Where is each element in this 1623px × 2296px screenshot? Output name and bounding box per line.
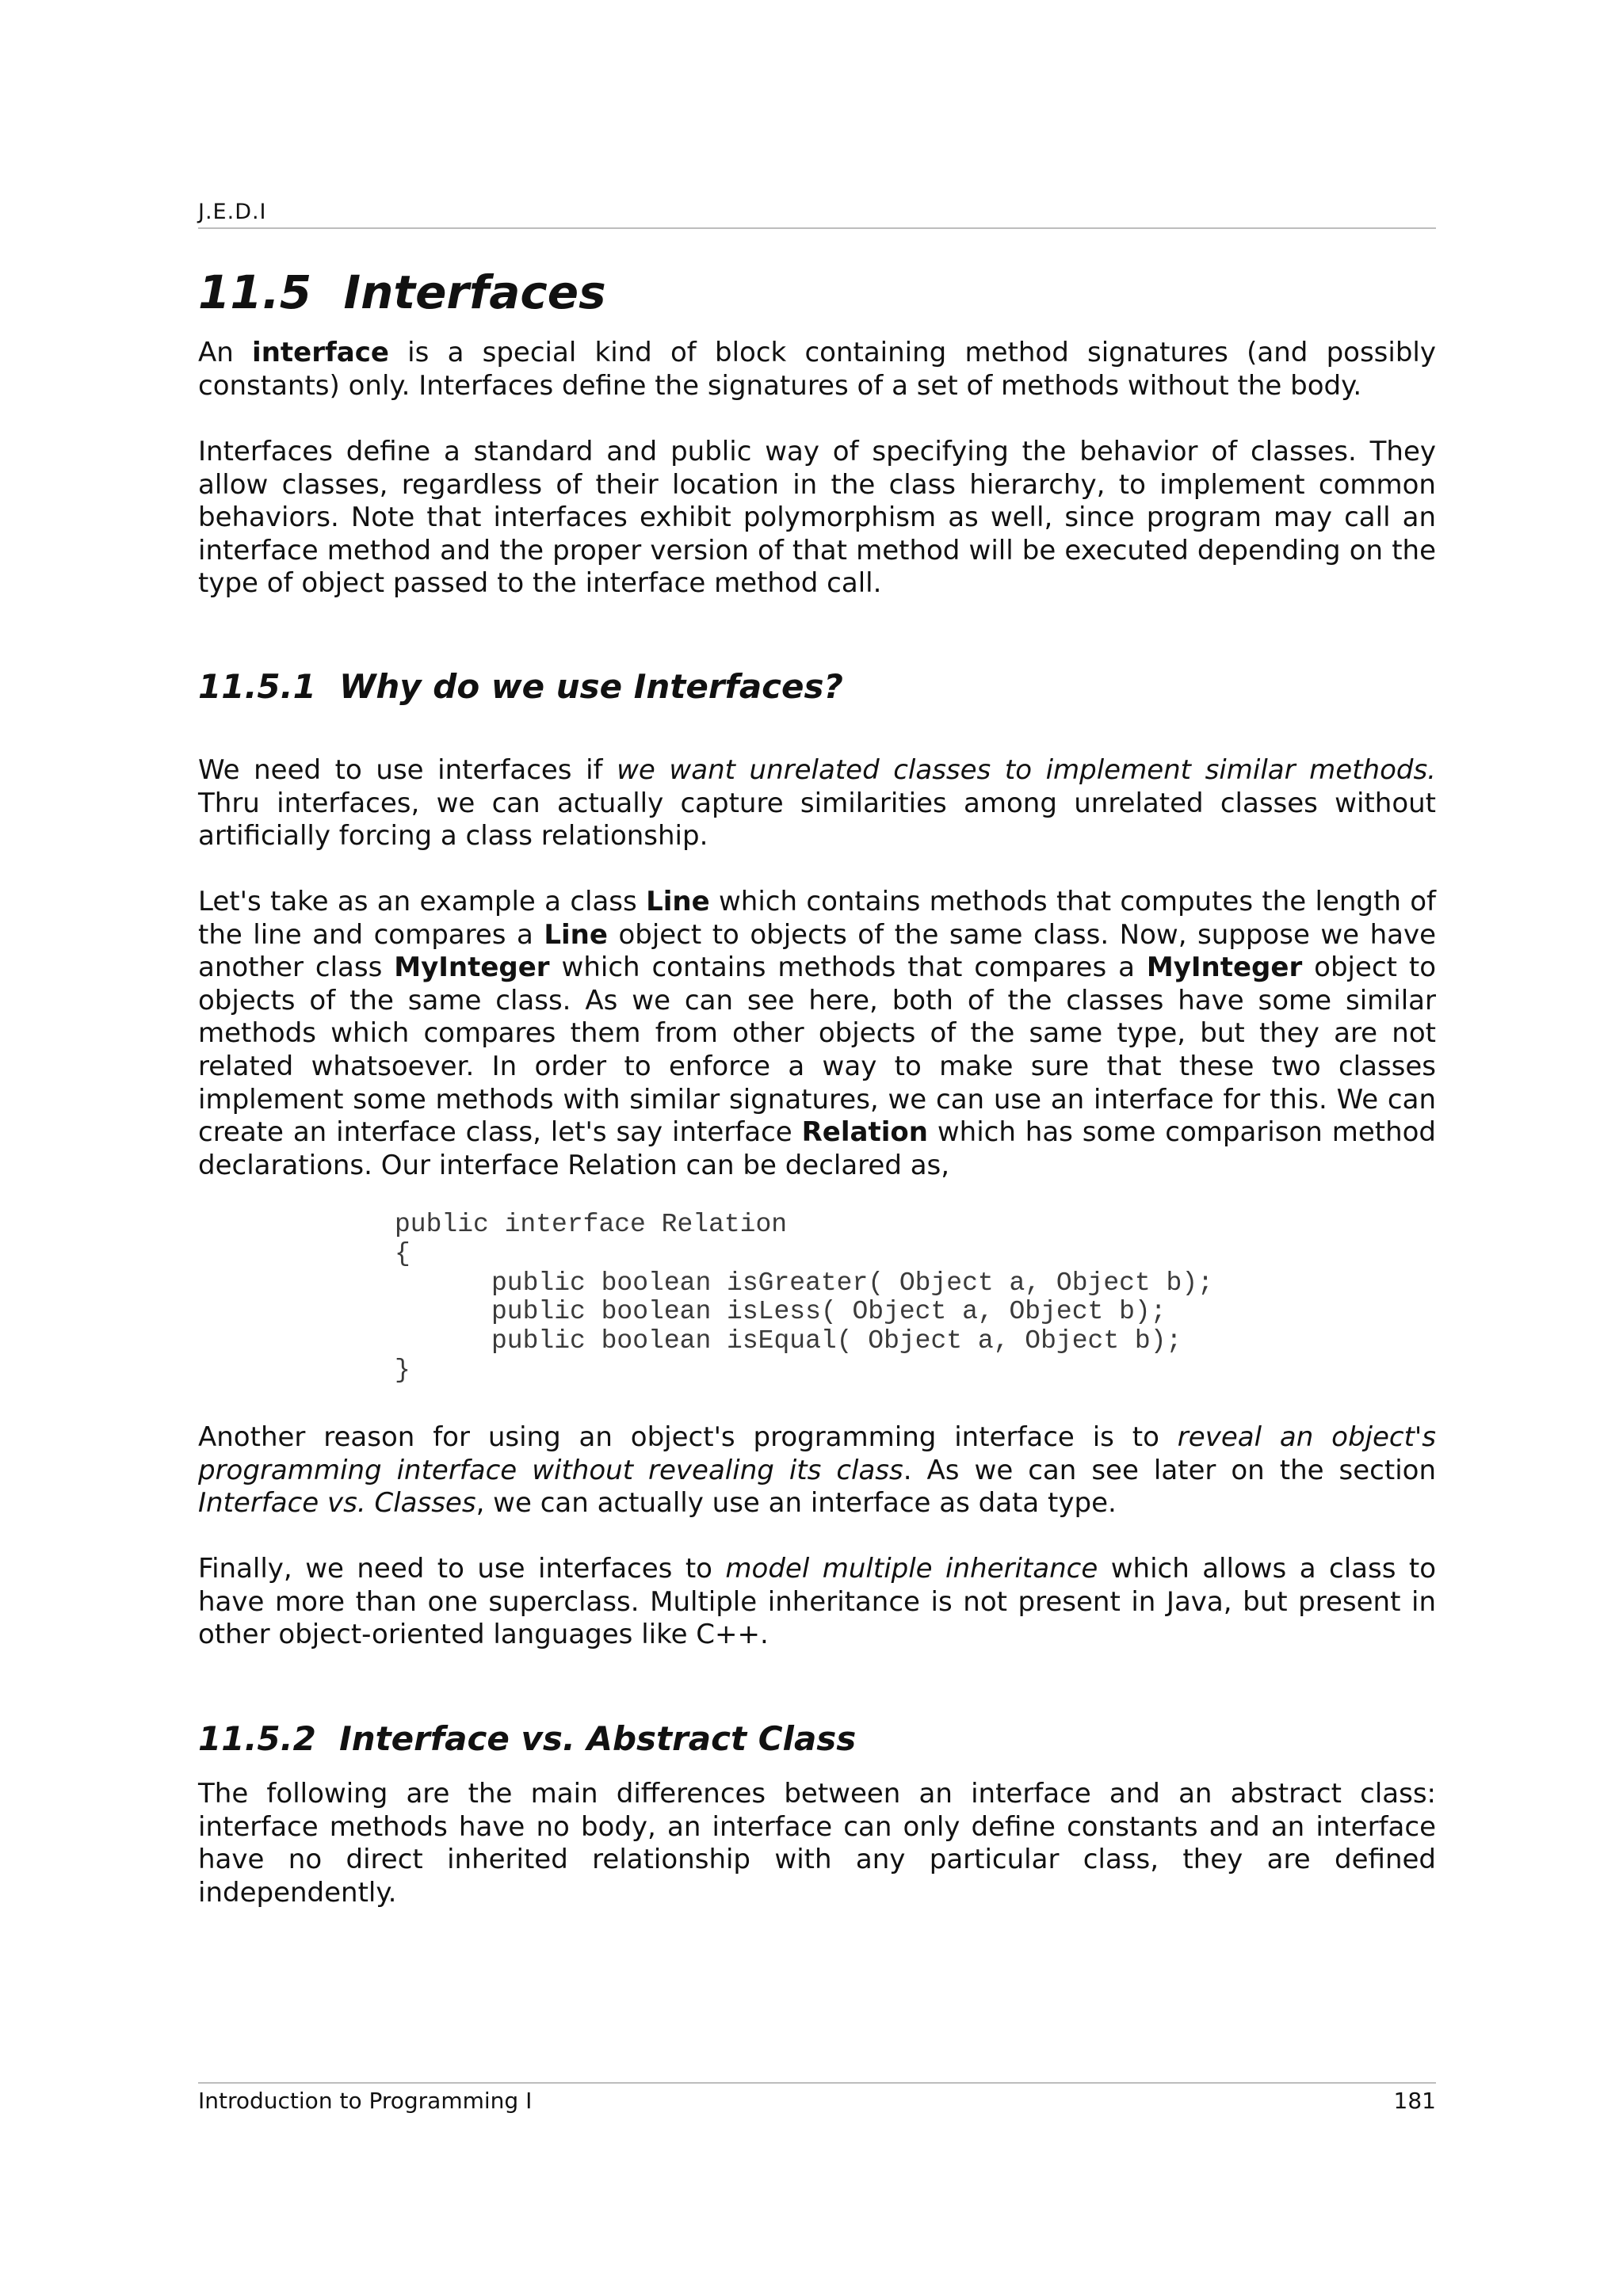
- class-name-line: Line: [544, 918, 608, 951]
- document-page: [198, 0, 1436, 2296]
- text-run: which allows a class to have more than one superclass. Multiple inheritance is not present in Java, but present in other object-oriented languages like C++.: [198, 1553, 1436, 1651]
- code-block: [395, 1211, 1213, 1386]
- term-interface: interface: [252, 337, 389, 368]
- text-run: is a special kind of block containing method signatures (and possibly constants) only. Interfaces define the signatures of a set of methods without the body.: [198, 337, 1436, 402]
- why-paragraph-2: [198, 886, 1436, 1182]
- running-header: J.E.D.I: [198, 200, 267, 224]
- code-text: public boolean isGreater( Object a, Object b);: [491, 1268, 1213, 1298]
- subsection-heading-abstract: [198, 1717, 856, 1761]
- subsection-number: 11.5.2: [198, 1719, 316, 1758]
- code-line: }: [395, 1355, 411, 1385]
- text-run: object to objects of the same class. Now, suppose we have another class: [198, 918, 1436, 984]
- text-run: , we can actually use an interface as data type.: [475, 1487, 1117, 1520]
- section-number: 11.5: [198, 265, 312, 319]
- text-run: An: [198, 337, 234, 368]
- section-title: Interfaces: [343, 265, 606, 319]
- code-text: public boolean isLess( Object a, Object b);: [491, 1297, 1167, 1327]
- interface-name-relation: Relation: [801, 1116, 928, 1149]
- text-run: which contains methods that compares a: [561, 952, 1135, 984]
- class-name-myinteger: MyInteger: [1146, 952, 1303, 984]
- why-paragraph-4: [198, 1553, 1436, 1652]
- footer-book-title: Introduction to Programming I: [198, 2088, 533, 2114]
- text-run: Let's take as an example a class: [198, 886, 637, 917]
- subsection-title: Why do we use Interfaces?: [339, 667, 843, 706]
- footer-rule: [198, 2082, 1436, 2084]
- intro-paragraph-2: Interfaces define a standard and public way of specifying the behavior of classes. They allow classes, regardless of their location in the class hierarchy, to implement common behaviors. Note that interfaces exhibit polymorphism as well, since program may call an interface method and the proper version of that method will be executed depending on the type of object passed to the interface method call.: [198, 436, 1436, 600]
- why-paragraph-3: [198, 1421, 1436, 1520]
- class-name-myinteger: MyInteger: [394, 952, 550, 984]
- class-name-line: Line: [646, 886, 710, 917]
- code-text: public boolean isEqual( Object a, Object b);: [491, 1326, 1182, 1356]
- header-rule: [198, 227, 1436, 229]
- emphasis-text: reveal an object's programming interface without revealing its class: [198, 1421, 1436, 1486]
- text-run: object to objects of the same class. As we can see here, both of the classes have some similar methods which compares them from other objects of the same type, but they are not related whatsoever. In order to enforce a way to make sure that these two classes implement some methods with similar signatures, we can use an interface for this. We can create an interface class, let's say interface: [198, 952, 1436, 1149]
- emphasis-text: we want unrelated classes to implement similar methods.: [617, 754, 1436, 786]
- intro-paragraph-1: [198, 337, 1436, 402]
- code-line: {: [395, 1238, 411, 1268]
- text-run: Thru interfaces, we can actually capture similarities among unrelated classes without artificially forcing a class relationship.: [198, 787, 1436, 852]
- text-run: Another reason for using an object's programming interface is to: [198, 1421, 1159, 1453]
- code-line: [395, 1269, 1213, 1299]
- code-line: [395, 1298, 1213, 1327]
- subsection-heading-why: [198, 665, 843, 709]
- text-run: Finally, we need to use interfaces to: [198, 1553, 712, 1585]
- text-run: which contains methods that computes the length of the line and compares a: [198, 886, 1436, 951]
- footer-page-number: 181: [1393, 2088, 1436, 2114]
- text-run: which has some comparison method declarations. Our interface Relation can be declared as,: [198, 1116, 1437, 1181]
- code-line: public interface Relation: [395, 1210, 788, 1239]
- why-paragraph-1: [198, 754, 1436, 853]
- section-heading: [198, 264, 606, 321]
- text-run: We need to use interfaces if: [198, 754, 603, 786]
- abstract-paragraph-1: The following are the main differences between an interface and an abstract class: interface methods have no body, an interface can only define constants and an interface have no direct inherited relationship with any particular class, they are defined independently.: [198, 1778, 1436, 1909]
- emphasis-text: Interface vs. Classes: [198, 1487, 476, 1520]
- text-run: . As we can see later on the section: [903, 1454, 1436, 1486]
- code-line: [395, 1327, 1213, 1356]
- emphasis-text: model multiple inheritance: [725, 1553, 1098, 1585]
- subsection-title: Interface vs. Abstract Class: [339, 1719, 857, 1758]
- subsection-number: 11.5.1: [198, 667, 316, 706]
